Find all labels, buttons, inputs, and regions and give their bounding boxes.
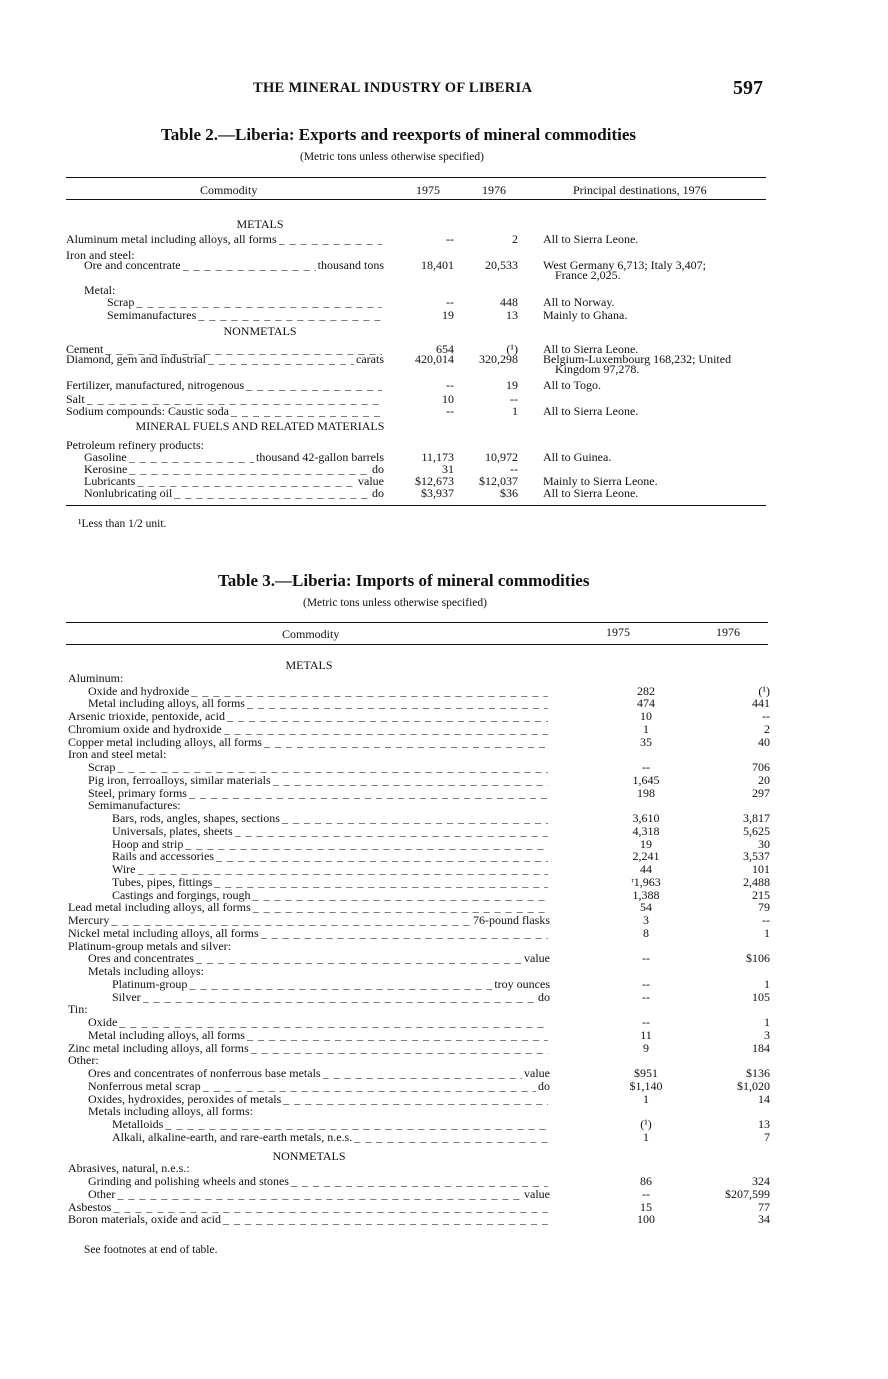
value-1976: 2,488: [743, 875, 770, 889]
table3-row: [88, 1029, 550, 1041]
page-number: 597: [733, 77, 763, 99]
commodity-label: Aluminum metal including alloys, all forms: [66, 232, 277, 246]
destination: All to Norway.: [543, 295, 615, 309]
commodity-label: Nonlubricating oil: [84, 486, 173, 500]
value-1976: (¹): [758, 684, 770, 698]
commodity-label: Semimanufactures: [107, 308, 197, 322]
commodity-label: Nonferrous metal scrap: [88, 1079, 201, 1093]
value-1975: 3,610: [632, 811, 660, 825]
commodity-label: Platinum-group: [112, 977, 188, 991]
leader-dots: [224, 723, 548, 735]
value-1975: 15: [640, 1200, 652, 1214]
table3-row: [88, 1080, 550, 1092]
leader-dots: [223, 1213, 548, 1225]
table3-row: [88, 952, 550, 964]
unit-label: do: [538, 1079, 550, 1093]
table3-row: [112, 1118, 550, 1130]
table3-row: [68, 901, 550, 913]
table2-row: [84, 259, 384, 271]
table3-row: [68, 1213, 550, 1225]
table3-col-commodity: Commodity: [282, 627, 340, 641]
commodity-label: Rails and accessories: [112, 849, 214, 863]
table3-row: [88, 761, 550, 773]
value-1975: 11: [640, 1028, 652, 1042]
value-1976: --: [510, 392, 518, 406]
commodity-label: Oxides, hydroxides, peroxides of metals: [88, 1092, 282, 1106]
leader-dots: [261, 927, 548, 939]
commodity-label: Zinc metal including alloys, all forms: [68, 1041, 249, 1055]
destination: All to Sierra Leone.: [543, 342, 639, 356]
table3-row: [68, 1162, 550, 1174]
table2-title: Table 2.—Liberia: Exports and reexports of mineral commodities: [161, 125, 637, 144]
value-1975: 420,014: [415, 352, 454, 366]
value-1976: 441: [752, 696, 770, 710]
leader-dots: [273, 774, 548, 786]
destination: Belgium-Luxembourg 168,232; United: [543, 352, 732, 366]
table3-row: [112, 1131, 550, 1143]
table3-row: [68, 1054, 550, 1066]
value-1975: --: [446, 232, 454, 246]
value-1976: 40: [758, 735, 770, 749]
value-1976: 3,537: [743, 849, 770, 863]
leader-dots: [117, 1188, 522, 1200]
value-1975: $12,673: [415, 474, 454, 488]
commodity-label: Scrap: [88, 760, 116, 774]
value-1976: 79: [758, 900, 770, 914]
destination-continued: France 2,025.: [555, 268, 621, 282]
value-1976: 3,817: [743, 811, 770, 825]
table2-section-heading: NONMETALS: [223, 324, 297, 338]
value-1976: 101: [752, 862, 770, 876]
table2-row: [66, 353, 384, 365]
table3-row: [112, 863, 550, 875]
commodity-label: Iron and steel:: [66, 248, 135, 262]
value-1975: 10: [442, 392, 454, 406]
commodity-label: Metals including alloys:: [88, 964, 204, 978]
leader-dots: [198, 309, 382, 321]
table2-row: [107, 309, 384, 321]
value-1975: 44: [640, 862, 652, 876]
unit-label: do: [538, 990, 550, 1004]
leader-dots: [323, 1067, 522, 1079]
commodity-label: Petroleum refinery products:: [66, 438, 204, 452]
value-1976: 13: [506, 308, 518, 322]
leader-dots: [283, 1093, 548, 1105]
value-1976: 448: [500, 295, 518, 309]
leader-dots: [189, 978, 492, 990]
value-1975: 1: [643, 1130, 649, 1144]
value-1975: $3,937: [421, 486, 454, 500]
leader-dots: [291, 1175, 548, 1187]
value-1976: 10,972: [485, 450, 518, 464]
value-1975: 19: [442, 308, 454, 322]
table2-row: [66, 405, 384, 417]
unit-label: carats: [356, 352, 384, 366]
commodity-label: Metalloids: [112, 1117, 164, 1131]
table3-row: [112, 825, 550, 837]
table2-col-commodity: Commodity: [200, 183, 258, 197]
table3-row: [68, 723, 550, 735]
commodity-label: Cement: [66, 342, 104, 356]
leader-dots: [214, 876, 548, 888]
commodity-label: Castings and forgings, rough: [112, 888, 251, 902]
leader-dots: [231, 405, 382, 417]
commodity-label: Metal including alloys, all forms: [88, 1028, 245, 1042]
commodity-label: Platinum-group metals and silver:: [68, 939, 231, 953]
table2-header-rule: [66, 199, 766, 200]
table3-row: [68, 1003, 550, 1015]
value-1976: $136: [746, 1066, 770, 1080]
table3-section-heading: NONMETALS: [272, 1149, 346, 1163]
value-1975: 8: [643, 926, 649, 940]
value-1975: 11,173: [421, 450, 454, 464]
value-1976: 20: [758, 773, 770, 787]
unit-label: 76-pound flasks: [473, 913, 550, 927]
commodity-label: Tin:: [68, 1002, 88, 1016]
commodity-label: Ore and concentrate: [84, 258, 181, 272]
table3-section-heading: METALS: [285, 658, 333, 672]
table3-header-rule: [66, 644, 768, 645]
table3-row: [68, 1042, 550, 1054]
value-1975: 1,388: [632, 888, 660, 902]
table3-row: [68, 914, 550, 926]
value-1976: 3: [764, 1028, 770, 1042]
table2-subtitle: (Metric tons unless otherwise specified): [300, 151, 484, 163]
value-1976: 215: [752, 888, 770, 902]
table3-top-rule: [66, 622, 768, 623]
table3-row: [68, 710, 550, 722]
leader-dots: [203, 1080, 536, 1092]
commodity-label: Oxide and hydroxide: [88, 684, 190, 698]
commodity-label: Scrap: [107, 295, 135, 309]
value-1975: 18,401: [421, 258, 454, 272]
table2-top-rule: [66, 177, 766, 178]
commodity-label: Fertilizer, manufactured, nitrogenous: [66, 378, 245, 392]
value-1975: 10: [640, 709, 652, 723]
table2-col-destinations: Principal destinations, 1976: [573, 183, 707, 197]
table2-bottom-rule: [66, 505, 766, 506]
value-1975: 54: [640, 900, 652, 914]
table3-row: [88, 1016, 550, 1028]
value-1975: $1,140: [629, 1079, 663, 1093]
unit-label: value: [524, 1187, 550, 1201]
value-1975: --: [446, 378, 454, 392]
unit-label: value: [524, 1066, 550, 1080]
value-1976: 706: [752, 760, 770, 774]
leader-dots: [282, 812, 548, 824]
leader-dots: [174, 487, 370, 499]
value-1976: $207,599: [725, 1187, 770, 1201]
value-1976: (¹): [506, 342, 518, 356]
table3-row: [112, 876, 550, 888]
value-1976: $106: [746, 951, 770, 965]
table3-subtitle: (Metric tons unless otherwise specified): [303, 597, 487, 609]
value-1975: (¹): [640, 1117, 652, 1131]
leader-dots: [183, 259, 316, 271]
value-1975: $951: [634, 1066, 658, 1080]
table2-row: [66, 379, 384, 391]
value-1976: 105: [752, 990, 770, 1004]
commodity-label: Boron materials, oxide and acid: [68, 1212, 221, 1226]
table2-footnote: ¹Less than 1/2 unit.: [78, 518, 167, 530]
value-1976: 1: [764, 1015, 770, 1029]
leader-dots: [247, 1029, 548, 1041]
value-1976: 13: [758, 1117, 770, 1131]
leader-dots: [246, 379, 382, 391]
value-1976: 297: [752, 786, 770, 800]
unit-label: do: [372, 486, 384, 500]
leader-dots: [129, 451, 254, 463]
unit-label: value: [358, 474, 384, 488]
unit-label: troy ounces: [494, 977, 550, 991]
leader-dots: [119, 1016, 548, 1028]
commodity-label: Silver: [112, 990, 141, 1004]
commodity-label: Oxide: [88, 1015, 118, 1029]
value-1975: 654: [436, 342, 454, 356]
table3-row: [112, 812, 550, 824]
unit-label: do: [372, 462, 384, 476]
value-1975: 9: [643, 1041, 649, 1055]
commodity-label: Pig iron, ferroalloys, similar materials: [88, 773, 271, 787]
value-1975: 3: [643, 913, 649, 927]
commodity-label: Wire: [112, 862, 136, 876]
table2-col-1975: 1975: [416, 183, 440, 197]
value-1976: 1: [512, 404, 518, 418]
leader-dots: [251, 1042, 548, 1054]
leader-dots: [252, 889, 548, 901]
table3-row: [88, 799, 550, 811]
destination: Mainly to Sierra Leone.: [543, 474, 658, 488]
table3-row: [88, 697, 550, 709]
value-1976: --: [762, 709, 770, 723]
value-1976: --: [510, 462, 518, 476]
table3-col-1975: 1975: [606, 625, 630, 639]
leader-dots: [235, 825, 548, 837]
leader-dots: [227, 710, 548, 722]
commodity-label: Gasoline: [84, 450, 127, 464]
table3-row: [88, 1067, 550, 1079]
leader-dots: [129, 463, 370, 475]
commodity-label: Universals, plates, sheets: [112, 824, 233, 838]
value-1976: --: [762, 913, 770, 927]
destination: All to Guinea.: [543, 450, 612, 464]
value-1976: 77: [758, 1200, 770, 1214]
commodity-label: Abrasives, natural, n.e.s.:: [68, 1161, 190, 1175]
leader-dots: [185, 838, 548, 850]
value-1976: $1,020: [737, 1079, 770, 1093]
value-1975: 198: [637, 786, 655, 800]
leader-dots: [165, 1118, 548, 1130]
table2-row: [84, 451, 384, 463]
value-1976: 2: [512, 232, 518, 246]
commodity-label: Lubricants: [84, 474, 136, 488]
value-1975: 4,318: [632, 824, 660, 838]
value-1975: --: [642, 977, 650, 991]
value-1975: 1: [643, 1092, 649, 1106]
commodity-label: Steel, primary forms: [88, 786, 187, 800]
unit-label: thousand 42-gallon barrels: [256, 450, 384, 464]
commodity-label: Salt: [66, 392, 85, 406]
value-1975: 19: [640, 837, 652, 851]
value-1975: 2,241: [632, 849, 660, 863]
value-1976: 184: [752, 1041, 770, 1055]
commodity-label: Metal including alloys, all forms: [88, 696, 245, 710]
table3-row: [88, 965, 550, 977]
value-1975: 282: [637, 684, 655, 698]
commodity-label: Grinding and polishing wheels and stones: [88, 1174, 289, 1188]
value-1976: 324: [752, 1174, 770, 1188]
table3-row: [112, 978, 550, 990]
leader-dots: [138, 863, 548, 875]
destination: All to Sierra Leone.: [543, 404, 639, 418]
destination: All to Togo.: [543, 378, 601, 392]
table3-row: [68, 927, 550, 939]
table3-row: [88, 1105, 550, 1117]
value-1976: 320,298: [479, 352, 518, 366]
leader-dots: [253, 901, 548, 913]
unit-label: thousand tons: [317, 258, 384, 272]
leader-dots: [189, 787, 548, 799]
destination: West Germany 6,713; Italy 3,407;: [543, 258, 707, 272]
table3-row: [112, 850, 550, 862]
table2-row: [66, 233, 384, 245]
value-1975: --: [446, 404, 454, 418]
table3-col-1976: 1976: [716, 625, 740, 639]
table3-row: [88, 1175, 550, 1187]
commodity-label: Alkali, alkaline-earth, and rare-earth metals, n.e.s.: [112, 1130, 353, 1144]
value-1976: 1: [764, 926, 770, 940]
commodity-label: Semimanufactures:: [88, 798, 181, 812]
leader-dots: [264, 736, 548, 748]
commodity-label: Metal:: [84, 283, 116, 297]
value-1976: 30: [758, 837, 770, 851]
commodity-label: Other: [88, 1187, 116, 1201]
table3-row: [68, 748, 550, 760]
running-header-title: THE MINERAL INDUSTRY OF LIBERIA: [253, 80, 533, 96]
value-1975: 474: [637, 696, 655, 710]
value-1976: $12,037: [479, 474, 518, 488]
destination: All to Sierra Leone.: [543, 486, 639, 500]
value-1976: 7: [764, 1130, 770, 1144]
value-1976: 5,625: [743, 824, 770, 838]
commodity-label: Aluminum:: [68, 671, 124, 685]
value-1976: $36: [500, 486, 518, 500]
leader-dots: [136, 296, 382, 308]
leader-dots: [279, 233, 382, 245]
commodity-label: Iron and steel metal:: [68, 747, 167, 761]
destination-continued: Kingdom 97,278.: [555, 362, 640, 376]
commodity-label: Asbestos: [68, 1200, 112, 1214]
commodity-label: Sodium compounds: Caustic soda: [66, 404, 229, 418]
value-1976: 1: [764, 977, 770, 991]
leader-dots: [216, 850, 548, 862]
value-1975: 1,645: [632, 773, 660, 787]
value-1975: --: [446, 295, 454, 309]
commodity-label: Other:: [68, 1053, 99, 1067]
table3-row: [112, 991, 550, 1003]
value-1975: 1: [643, 722, 649, 736]
leader-dots: [143, 991, 536, 1003]
value-1976: 2: [764, 722, 770, 736]
leader-dots: [111, 914, 471, 926]
value-1976: 14: [758, 1092, 770, 1106]
commodity-label: Ores and concentrates of nonferrous base metals: [88, 1066, 321, 1080]
table2-section-heading: MINERAL FUELS AND RELATED MATERIALS: [135, 419, 385, 433]
value-1976: 20,533: [485, 258, 518, 272]
commodity-label: Tubes, pipes, fittings: [112, 875, 213, 889]
leader-dots: [117, 761, 548, 773]
table3-footnote: See footnotes at end of table.: [84, 1244, 218, 1256]
commodity-label: Nickel metal including alloys, all forms: [68, 926, 259, 940]
commodity-label: Bars, rods, angles, shapes, sections: [112, 811, 280, 825]
table3-row: [88, 774, 550, 786]
destination: Mainly to Ghana.: [543, 308, 628, 322]
value-1975: --: [642, 1015, 650, 1029]
commodity-label: Lead metal including alloys, all forms: [68, 900, 251, 914]
value-1975: --: [642, 760, 650, 774]
destination: All to Sierra Leone.: [543, 232, 639, 246]
table2-row: [84, 487, 384, 499]
table2-row: [107, 296, 384, 308]
commodity-label: Hoop and strip: [112, 837, 184, 851]
value-1976: 34: [758, 1212, 770, 1226]
table2-col-1976: 1976: [482, 183, 506, 197]
leader-dots: [247, 697, 548, 709]
value-1975: ʳ1,963: [631, 875, 661, 889]
commodity-label: Diamond, gem and industrial: [66, 352, 206, 366]
commodity-label: Kerosine: [84, 462, 128, 476]
unit-label: value: [524, 951, 550, 965]
commodity-label: Ores and concentrates: [88, 951, 194, 965]
table3-row: [68, 672, 550, 684]
table3-row: [88, 1188, 550, 1200]
value-1975: --: [642, 1187, 650, 1201]
value-1975: --: [642, 990, 650, 1004]
value-1975: 31: [442, 462, 454, 476]
value-1975: 100: [637, 1212, 655, 1226]
table2-section-heading: METALS: [236, 217, 284, 231]
leader-dots: [196, 952, 522, 964]
value-1975: --: [642, 951, 650, 965]
commodity-label: Arsenic trioxide, pentoxide, acid: [68, 709, 225, 723]
leader-dots: [354, 1131, 548, 1143]
commodity-label: Mercury: [68, 913, 110, 927]
commodity-label: Metals including alloys, all forms:: [88, 1104, 253, 1118]
leader-dots: [208, 353, 354, 365]
table3-title: Table 3.—Liberia: Imports of mineral commodities: [218, 571, 590, 590]
commodity-label: Chromium oxide and hydroxide: [68, 722, 222, 736]
value-1976: 19: [506, 378, 518, 392]
commodity-label: Copper metal including alloys, all forms: [68, 735, 262, 749]
value-1975: 35: [640, 735, 652, 749]
value-1975: 86: [640, 1174, 652, 1188]
